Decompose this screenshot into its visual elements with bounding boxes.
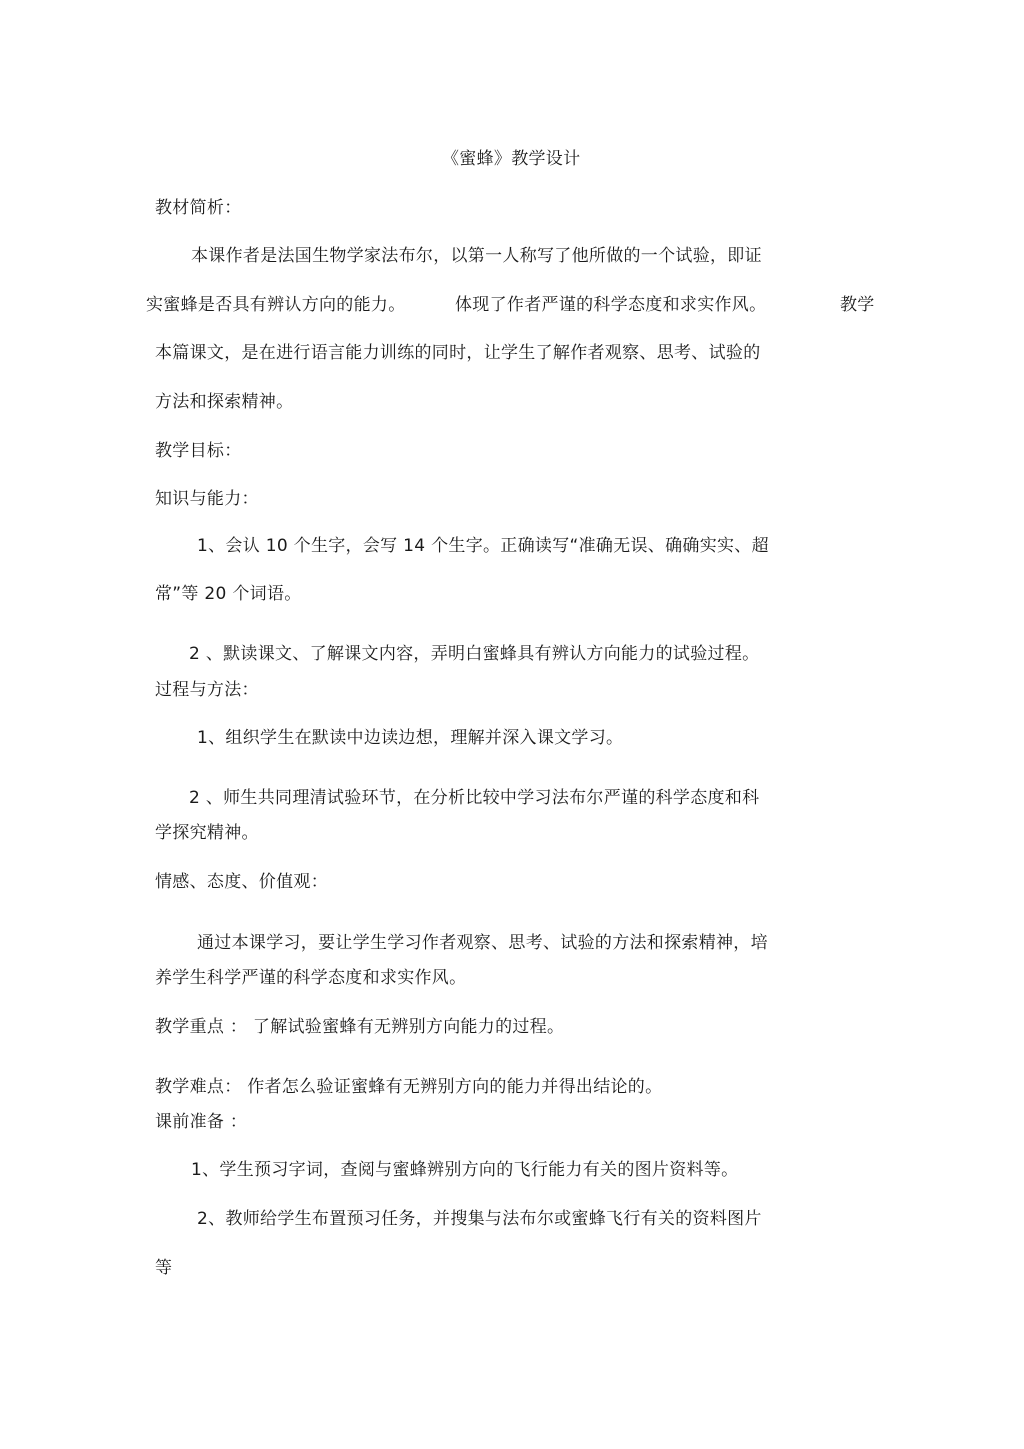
list-item: 1、会认 10 个生字，会写 14 个生字。正确读写“准确无误、确确实实、超 [197,536,769,556]
list-item: 2、教师给学生布置预习任务，并搜集与法布尔或蜜蜂飞行有关的资料图片 [197,1209,762,1229]
list-item-continuation: 常”等 20 个词语。 [155,584,302,604]
list-item: 2 、默读课文、了解课文内容，弄明白蜜蜂具有辨认方向能力的试验过程。 [189,644,760,664]
document-title: 《蜜蜂》教学设计 [442,149,581,169]
paragraph-line: 方法和探索精神。 [155,392,294,412]
paragraph-line: 教学 [840,295,875,315]
paragraph-line: 本篇课文，是在进行语言能力训练的同时，让学生了解作者观察、思考、试验的 [155,343,761,363]
paragraph-line: 实蜜蜂是否具有辨认方向的能力。 [146,295,406,315]
paragraph-line: 养学生科学严谨的科学态度和求实作风。 [155,968,467,988]
paragraph-line: 本课作者是法国生物学家法布尔，以第一人称写了他所做的一个试验，即证 [191,246,762,266]
list-item: 1、组织学生在默读中边读边想，理解并深入课文学习。 [197,728,624,748]
teaching-difficulty: 教学难点： 作者怎么验证蜜蜂有无辨别方向的能力并得出结论的。 [155,1077,663,1097]
subheading-emotion-values: 情感、态度、价值观： [155,872,328,892]
list-item: 1、学生预习字词，查阅与蜜蜂辨别方向的飞行能力有关的图片资料等。 [191,1160,739,1180]
section-heading-textbook-analysis: 教材简析： [155,198,242,218]
teaching-key-point: 教学重点 ： 了解试验蜜蜂有无辨别方向能力的过程。 [155,1017,565,1037]
paragraph-line: 通过本课学习，要让学生学习作者观察、思考、试验的方法和探索精神，培 [197,933,768,953]
subheading-process-method: 过程与方法： [155,680,259,700]
list-item-continuation: 等 [155,1258,173,1278]
paragraph-line: 体现了作者严谨的科学态度和求实作风。 [455,295,767,315]
subheading-preparation: 课前准备 ： [155,1112,248,1132]
list-item-continuation: 学探究精神。 [155,823,259,843]
subheading-knowledge-ability: 知识与能力： [155,489,259,509]
list-item: 2 、师生共同理清试验环节，在分析比较中学习法布尔严谨的科学态度和科 [189,788,760,808]
section-heading-teaching-goals: 教学目标： [155,441,242,461]
